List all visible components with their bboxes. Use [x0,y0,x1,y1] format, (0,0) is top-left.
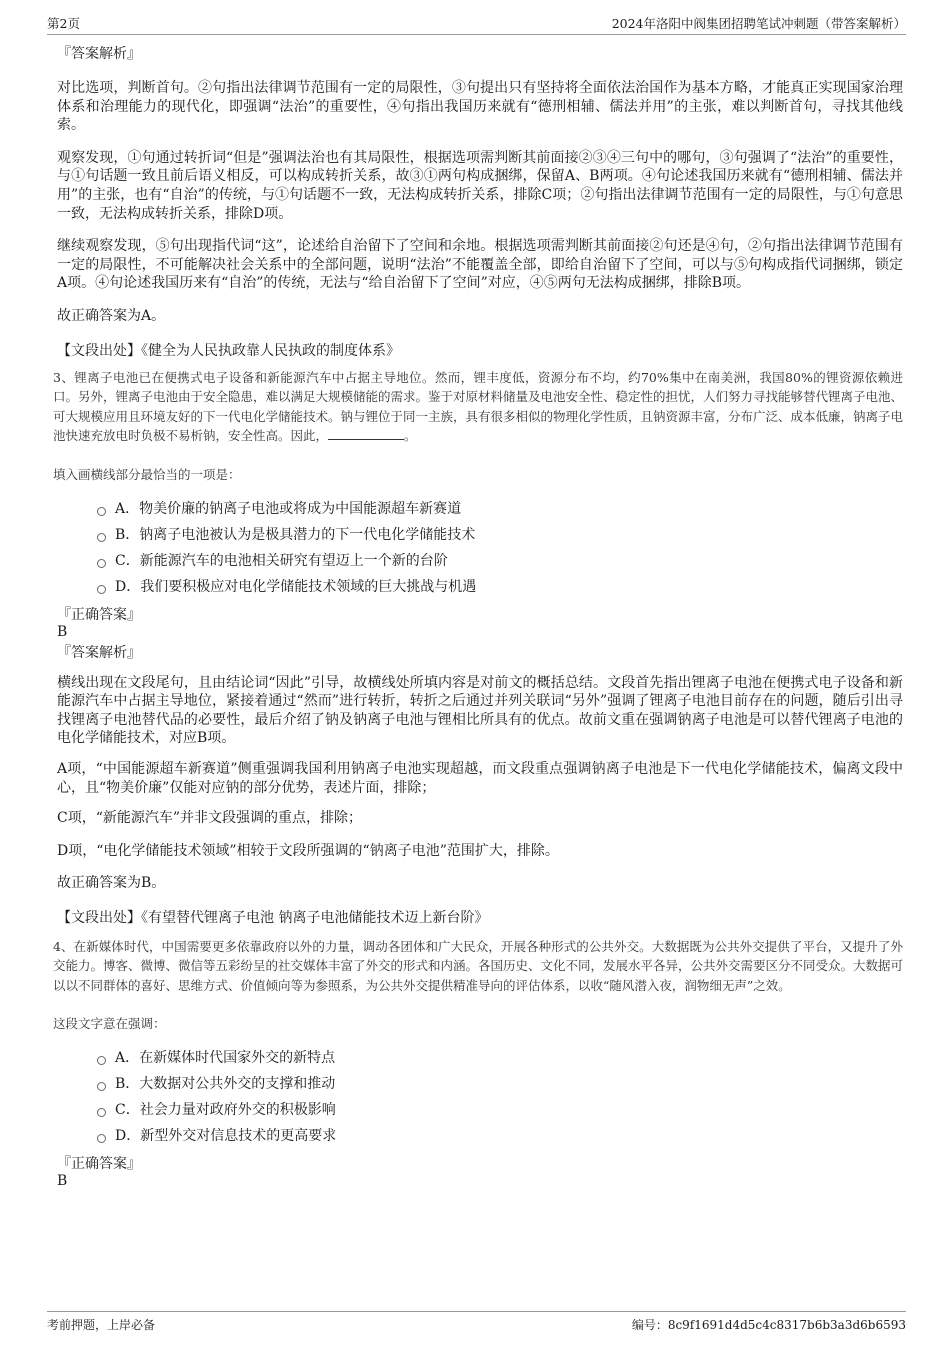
radio-icon[interactable] [97,1134,106,1143]
answer-analysis-label: 『答案解析』 [57,46,141,62]
footer-slogan: 考前押题，上岸必备 [47,1318,156,1332]
page-number: 第2页 [47,16,80,31]
options-list [57,496,903,600]
analysis-paragraph: C项，“新能源汽车”并非文段强调的重点，排除； [57,810,363,827]
radio-icon[interactable] [97,1108,106,1117]
analysis-conclusion: 故正确答案为B。 [57,875,166,892]
analysis-paragraph: D项，“电化学储能技术领域”相较于文段所强调的“钠离子电池”范围扩大，排除。 [57,842,559,859]
question-stem: 3、锂离子电池已在便携式电子设备和新能源汽车中占据主导地位。然而，锂丰度低，资源分布不均，约70%集中在南美洲，我国80%的锂资源依赖进口。另外，锂离子电池由于安全隐患，难以满足大规模储能的需求。鉴于对原材料储量及电池安全性、稳定性的担忧，人们努力寻找能够替代锂离子电池、可大规模应用且环境友好的下一代电化学储能技术。钠与锂位于同一主族，具有很多相似的物理化学性质，且钠资源丰富，分布广泛、成本低廉，钠离子电池快速充放电时负极不易析钠，安全性高。因此， 。 [53,369,904,444]
correct-answer-label: 『正确答案』 [57,606,141,623]
option-a[interactable]: A．在新媒体时代国家外交的新特点 [57,1045,903,1071]
option-c[interactable]: C．新能源汽车的电池相关研究有望迈上一个新的台阶 [57,548,903,574]
option-c[interactable]: C．社会力量对政府外交的积极影响 [57,1097,903,1123]
option-d[interactable]: D．我们要积极应对电化学储能技术领域的巨大挑战与机遇 [57,574,903,600]
page-content [53,45,904,1190]
radio-icon[interactable] [97,1082,106,1091]
option-b[interactable]: B．大数据对公共外交的支撑和推动 [57,1071,903,1097]
page-footer [47,1311,906,1336]
question-stem: 4、在新媒体时代，中国需要更多依靠政府以外的力量，调动各团体和广大民众，开展各种形式的公共外交。大数据既为公共外交提供了平台，又提升了外交能力。博客、微博、微信等五彩纷呈的社交媒体丰富了外交的形式和内涵。各国历史、文化不同，发展水平各异，公共外交需要区分不同受众。大数据可以以不同群体的喜好、思维方式、价值倾向等为参照系，为公共外交提供精准导向的评估体系，以收“随风潜入夜，润物细无声”之效。 [53,938,904,993]
correct-answer: B [57,623,68,640]
radio-icon[interactable] [97,507,106,516]
analysis-conclusion: 故正确答案为A。 [57,307,166,324]
question-prompt: 这段文字意在强调： [53,1016,166,1032]
option-a[interactable]: A．物美价廉的钠离子电池或将成为中国能源超车新赛道 [57,496,903,522]
document-code: 编号：8c9f1691d4d5c4c8317b6b3a3d6b6593 [631,1318,906,1332]
analysis-paragraph: 对比选项，判断首句。②句指出法律调节范围有一定的局限性，③句提出只有坚持将全面依法治国作为基本方略，才能真正实现国家治理体系和治理能力的现代化，即强调“法治”的重要性，④句指出我国历来就有“德刑相辅、儒法并用”的主张，难以判断首句，寻找其他线索。 [57,80,903,134]
radio-icon[interactable] [97,559,106,568]
options-list [57,1045,903,1149]
passage-source: 【文段出处】《健全为人民执政靠人民执政的制度体系》 [57,342,400,359]
option-b[interactable]: B．钠离子电池被认为是极具潜力的下一代电化学储能技术 [57,522,903,548]
page-header [47,12,906,35]
analysis-paragraph: 继续观察发现，⑤句出现指代词“这”，论述给自治留下了空间和余地。根据选项需判断其前面接②句还是④句，②句指出法律调节范围有一定的局限性，不可能解决社会关系中的全部问题，说明“法治”不能覆盖全部，即给自治留下了空间，可以与⑤句构成指代词捆绑，锁定A项。④句论述我国历来有“自治”的传统，无法与“给自治留下了空间”对应，④⑤两句无法构成捆绑，排除B项。 [57,238,903,292]
document-title: 2024年洛阳中阀集团招聘笔试冲刺题（带答案解析） [611,16,906,31]
analysis-paragraph: 观察发现，①句通过转折词“但是”强调法治也有其局限性，根据选项需判断其前面接②③④三句中的哪句，③句强调了“法治”的重要性，与①句话题一致且前后语义相反，可以构成转折关系，故③①两句构成捆绑，保留A、B两项。④句论述我国历来就有“德刑相辅、儒法并用”的主张，也有“自治”的传统，与①句话题不一致，无法构成转折关系，排除C项；②句指出法律调节范围有一定的局限性，与①句意思一致，无法构成转折关系，排除D项。 [57,149,903,222]
option-d[interactable]: D．新型外交对信息技术的更高要求 [57,1123,903,1149]
analysis-paragraph: 横线出现在文段尾句，且由结论词“因此”引导，故横线处所填内容是对前文的概括总结。文段首先指出锂离子电池在便携式电子设备和新能源汽车中占据主导地位，紧接着通过“然而”进行转折，转折之后通过并列关联词“另外”强调了锂离子电池目前存在的问题，随后引出寻找锂离子电池替代品的必要性，最后介绍了钠及钠离子电池与锂相比所具有的优点。故前文重在强调钠离子电池是可以替代锂离子电池的电化学储能技术，对应B项。 [57,674,903,747]
correct-answer: B [57,1173,68,1190]
answer-analysis-label: 『答案解析』 [57,644,141,661]
fill-blank [328,427,404,440]
analysis-paragraph: A项，“中国能源超车新赛道”侧重强调我国利用钠离子电池实现超越，而文段重点强调钠离子电池是下一代电化学储能技术，偏离文段中心，且“物美价廉”仅能对应钠的部分优势，表述片面，排除； [57,760,903,796]
question-prompt: 填入画横线部分最恰当的一项是： [53,466,241,482]
radio-icon[interactable] [97,585,106,594]
passage-source: 【文段出处】《有望替代锂离子电池 钠离子电池储能技术迈上新台阶》 [57,909,489,926]
radio-icon[interactable] [97,533,106,542]
radio-icon[interactable] [97,1056,106,1065]
correct-answer-label: 『正确答案』 [57,1156,141,1173]
